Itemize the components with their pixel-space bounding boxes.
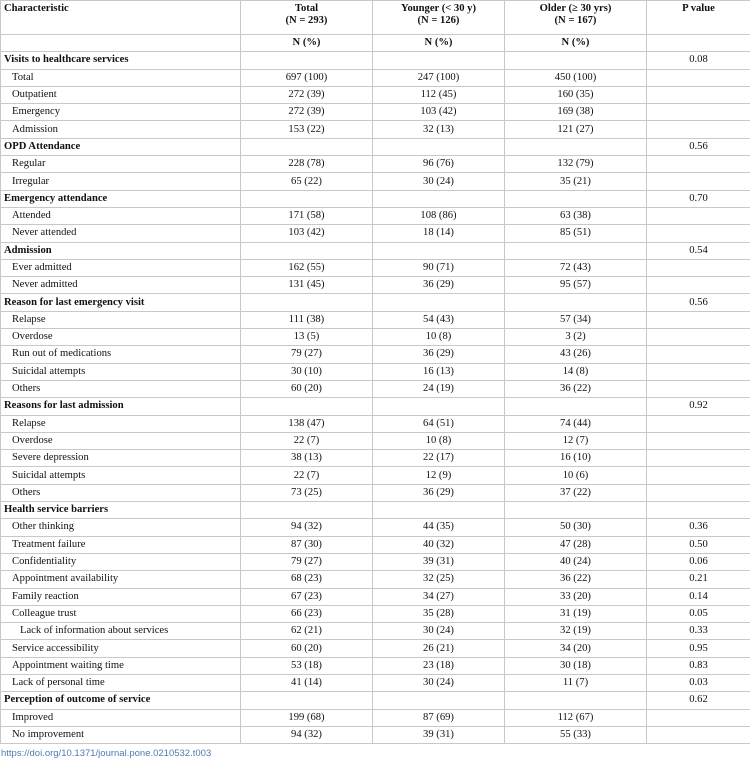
- table-row: [1, 553, 750, 570]
- cell-older: 11 (7): [505, 674, 647, 691]
- table-row: [1, 346, 750, 363]
- unit-total: N (%): [241, 35, 373, 52]
- cell-pvalue: 0.70: [647, 190, 750, 207]
- header-younger-line1: Younger (< 30 y): [401, 3, 476, 14]
- header-older-line1: Older (≥ 30 yrs): [539, 3, 612, 14]
- cell-total: 162 (55): [241, 259, 373, 276]
- cell-younger: [373, 242, 505, 259]
- cell-pvalue: [647, 467, 750, 484]
- table-row: [1, 588, 750, 605]
- cell-older: 10 (6): [505, 467, 647, 484]
- cell-total: 131 (45): [241, 277, 373, 294]
- cell-older: 30 (18): [505, 657, 647, 674]
- cell-younger: 87 (69): [373, 709, 505, 726]
- cell-pvalue: [647, 726, 750, 743]
- cell-pvalue: [647, 432, 750, 449]
- cell-pvalue: [647, 363, 750, 380]
- cell-younger: [373, 52, 505, 69]
- cell-total: 73 (25): [241, 484, 373, 501]
- row-label: Lack of information about services: [1, 623, 241, 640]
- cell-older: 112 (67): [505, 709, 647, 726]
- cell-pvalue: [647, 380, 750, 397]
- cell-older: 12 (7): [505, 432, 647, 449]
- cell-older: 34 (20): [505, 640, 647, 657]
- cell-pvalue: 0.36: [647, 519, 750, 536]
- cell-pvalue: [647, 502, 750, 519]
- cell-pvalue: 0.21: [647, 571, 750, 588]
- cell-older: [505, 398, 647, 415]
- cell-younger: [373, 294, 505, 311]
- cell-older: 35 (21): [505, 173, 647, 190]
- cell-pvalue: [647, 121, 750, 138]
- cell-older: [505, 52, 647, 69]
- table-row: [1, 709, 750, 726]
- cell-total: 30 (10): [241, 363, 373, 380]
- cell-total: 79 (27): [241, 553, 373, 570]
- table-row: [1, 623, 750, 640]
- row-label: Others: [1, 380, 241, 397]
- cell-older: 36 (22): [505, 380, 647, 397]
- table-row: [1, 86, 750, 103]
- row-label: Overdose: [1, 432, 241, 449]
- table-row: [1, 571, 750, 588]
- unit-older: N (%): [505, 35, 647, 52]
- row-label: Never admitted: [1, 277, 241, 294]
- header-total: [241, 1, 373, 35]
- row-label: Treatment failure: [1, 536, 241, 553]
- cell-younger: 30 (24): [373, 623, 505, 640]
- section-row: [1, 294, 750, 311]
- row-label: Attended: [1, 207, 241, 224]
- cell-pvalue: 0.56: [647, 294, 750, 311]
- cell-younger: [373, 692, 505, 709]
- section-row: [1, 52, 750, 69]
- cell-younger: 44 (35): [373, 519, 505, 536]
- table-row: [1, 726, 750, 743]
- cell-pvalue: [647, 415, 750, 432]
- cell-total: 272 (39): [241, 86, 373, 103]
- cell-older: 37 (22): [505, 484, 647, 501]
- row-label: Family reaction: [1, 588, 241, 605]
- cell-pvalue: 0.83: [647, 657, 750, 674]
- table-row: [1, 156, 750, 173]
- table-row: [1, 640, 750, 657]
- cell-older: [505, 242, 647, 259]
- table-row: [1, 450, 750, 467]
- cell-younger: 112 (45): [373, 86, 505, 103]
- cell-older: 85 (51): [505, 225, 647, 242]
- cell-younger: 23 (18): [373, 657, 505, 674]
- cell-younger: 54 (43): [373, 311, 505, 328]
- cell-younger: 16 (13): [373, 363, 505, 380]
- cell-older: 3 (2): [505, 329, 647, 346]
- cell-total: 697 (100): [241, 69, 373, 86]
- cell-older: 169 (38): [505, 104, 647, 121]
- row-label: Improved: [1, 709, 241, 726]
- cell-pvalue: 0.50: [647, 536, 750, 553]
- cell-pvalue: [647, 104, 750, 121]
- cell-older: [505, 138, 647, 155]
- row-label: Suicidal attempts: [1, 467, 241, 484]
- table-row: [1, 329, 750, 346]
- table-row: [1, 121, 750, 138]
- cell-pvalue: 0.14: [647, 588, 750, 605]
- header-total-line1: Total: [294, 3, 319, 14]
- cell-older: [505, 502, 647, 519]
- section-row: [1, 190, 750, 207]
- table-row: [1, 432, 750, 449]
- cell-younger: 35 (28): [373, 605, 505, 622]
- cell-pvalue: 0.33: [647, 623, 750, 640]
- table-row: [1, 674, 750, 691]
- cell-older: 43 (26): [505, 346, 647, 363]
- cell-younger: 30 (24): [373, 173, 505, 190]
- table-row: [1, 363, 750, 380]
- table-row: [1, 657, 750, 674]
- table-row: [1, 415, 750, 432]
- cell-total: 66 (23): [241, 605, 373, 622]
- header-pvalue: P value: [647, 1, 750, 35]
- header-older: [505, 1, 647, 35]
- cell-total: 60 (20): [241, 380, 373, 397]
- cell-older: 31 (19): [505, 605, 647, 622]
- table-row: [1, 536, 750, 553]
- cell-younger: 247 (100): [373, 69, 505, 86]
- row-label: Never attended: [1, 225, 241, 242]
- section-row: [1, 502, 750, 519]
- cell-total: 41 (14): [241, 674, 373, 691]
- cell-total: 228 (78): [241, 156, 373, 173]
- cell-younger: 34 (27): [373, 588, 505, 605]
- cell-younger: 24 (19): [373, 380, 505, 397]
- cell-older: 32 (19): [505, 623, 647, 640]
- table-row: [1, 104, 750, 121]
- table-row: [1, 173, 750, 190]
- cell-older: 55 (33): [505, 726, 647, 743]
- cell-total: 68 (23): [241, 571, 373, 588]
- cell-younger: 90 (71): [373, 259, 505, 276]
- cell-younger: [373, 190, 505, 207]
- row-label: Overdose: [1, 329, 241, 346]
- cell-older: 74 (44): [505, 415, 647, 432]
- cell-total: 79 (27): [241, 346, 373, 363]
- cell-younger: 39 (31): [373, 726, 505, 743]
- cell-total: 111 (38): [241, 311, 373, 328]
- doi-link[interactable]: https://doi.org/10.1371/journal.pone.0210532.t003: [1, 748, 212, 759]
- table-row: [1, 69, 750, 86]
- cell-total: [241, 190, 373, 207]
- cell-older: 14 (8): [505, 363, 647, 380]
- cell-total: 65 (22): [241, 173, 373, 190]
- cell-older: 16 (10): [505, 450, 647, 467]
- cell-older: 50 (30): [505, 519, 647, 536]
- table-row: [1, 484, 750, 501]
- cell-pvalue: [647, 156, 750, 173]
- section-row: [1, 242, 750, 259]
- cell-pvalue: [647, 484, 750, 501]
- row-label: Regular: [1, 156, 241, 173]
- cell-total: [241, 52, 373, 69]
- cell-pvalue: 0.03: [647, 674, 750, 691]
- row-label: Severe depression: [1, 450, 241, 467]
- cell-younger: 36 (29): [373, 277, 505, 294]
- table-row: [1, 311, 750, 328]
- cell-pvalue: 0.56: [647, 138, 750, 155]
- cell-total: [241, 242, 373, 259]
- row-label: Reasons for last admission: [1, 398, 241, 415]
- cell-pvalue: [647, 173, 750, 190]
- row-label: Suicidal attempts: [1, 363, 241, 380]
- row-label: Visits to healthcare services: [1, 52, 241, 69]
- row-label: Perception of outcome of service: [1, 692, 241, 709]
- row-label: Lack of personal time: [1, 674, 241, 691]
- cell-younger: 10 (8): [373, 432, 505, 449]
- section-row: [1, 398, 750, 415]
- cell-younger: 39 (31): [373, 553, 505, 570]
- row-label: Relapse: [1, 415, 241, 432]
- cell-pvalue: [647, 207, 750, 224]
- cell-total: [241, 692, 373, 709]
- row-label: No improvement: [1, 726, 241, 743]
- cell-younger: [373, 138, 505, 155]
- header-row: [1, 1, 750, 35]
- cell-total: 153 (22): [241, 121, 373, 138]
- cell-pvalue: 0.06: [647, 553, 750, 570]
- cell-total: 171 (58): [241, 207, 373, 224]
- cell-total: 103 (42): [241, 225, 373, 242]
- table-row: [1, 519, 750, 536]
- row-label: Colleague trust: [1, 605, 241, 622]
- cell-total: 94 (32): [241, 519, 373, 536]
- cell-younger: 18 (14): [373, 225, 505, 242]
- table-row: [1, 277, 750, 294]
- cell-total: 138 (47): [241, 415, 373, 432]
- cell-total: 60 (20): [241, 640, 373, 657]
- unit-row: [1, 35, 750, 52]
- cell-younger: 103 (42): [373, 104, 505, 121]
- row-label: Outpatient: [1, 86, 241, 103]
- cell-older: 160 (35): [505, 86, 647, 103]
- cell-younger: [373, 398, 505, 415]
- cell-total: 38 (13): [241, 450, 373, 467]
- unit-younger: N (%): [373, 35, 505, 52]
- cell-younger: 40 (32): [373, 536, 505, 553]
- cell-total: 199 (68): [241, 709, 373, 726]
- table-row: [1, 259, 750, 276]
- cell-younger: 36 (29): [373, 484, 505, 501]
- table-row: [1, 225, 750, 242]
- cell-pvalue: [647, 225, 750, 242]
- row-label: Appointment waiting time: [1, 657, 241, 674]
- cell-total: 62 (21): [241, 623, 373, 640]
- unit-empty: [1, 35, 241, 52]
- cell-total: 22 (7): [241, 467, 373, 484]
- cell-older: [505, 294, 647, 311]
- cell-older: 47 (28): [505, 536, 647, 553]
- header-characteristic: Characteristic: [1, 1, 241, 35]
- cell-older: 132 (79): [505, 156, 647, 173]
- header-total-line2: (N = 293): [285, 15, 328, 26]
- cell-pvalue: [647, 329, 750, 346]
- cell-older: [505, 692, 647, 709]
- row-label: Service accessibility: [1, 640, 241, 657]
- cell-younger: 32 (13): [373, 121, 505, 138]
- cell-younger: 32 (25): [373, 571, 505, 588]
- row-label: Other thinking: [1, 519, 241, 536]
- cell-pvalue: 0.05: [647, 605, 750, 622]
- cell-total: [241, 294, 373, 311]
- cell-pvalue: [647, 277, 750, 294]
- row-label: Ever admitted: [1, 259, 241, 276]
- row-label: Relapse: [1, 311, 241, 328]
- cell-total: [241, 502, 373, 519]
- cell-pvalue: [647, 259, 750, 276]
- cell-pvalue: 0.08: [647, 52, 750, 69]
- row-label: Emergency: [1, 104, 241, 121]
- section-row: [1, 692, 750, 709]
- cell-younger: 12 (9): [373, 467, 505, 484]
- cell-pvalue: [647, 311, 750, 328]
- row-label: Others: [1, 484, 241, 501]
- section-row: [1, 138, 750, 155]
- row-label: Appointment availability: [1, 571, 241, 588]
- cell-pvalue: [647, 86, 750, 103]
- cell-pvalue: [647, 450, 750, 467]
- row-label: Admission: [1, 121, 241, 138]
- header-younger: [373, 1, 505, 35]
- table-row: [1, 380, 750, 397]
- cell-older: 95 (57): [505, 277, 647, 294]
- cell-total: 22 (7): [241, 432, 373, 449]
- cell-older: 40 (24): [505, 553, 647, 570]
- cell-pvalue: [647, 709, 750, 726]
- cell-younger: 64 (51): [373, 415, 505, 432]
- cell-pvalue: 0.62: [647, 692, 750, 709]
- cell-younger: 10 (8): [373, 329, 505, 346]
- row-label: Admission: [1, 242, 241, 259]
- row-label: Irregular: [1, 173, 241, 190]
- cell-total: 13 (5): [241, 329, 373, 346]
- cell-younger: 96 (76): [373, 156, 505, 173]
- cell-total: 87 (30): [241, 536, 373, 553]
- cell-total: 67 (23): [241, 588, 373, 605]
- header-older-line2: (N = 167): [554, 15, 597, 26]
- unit-pvalue-empty: [647, 35, 750, 52]
- cell-older: 72 (43): [505, 259, 647, 276]
- cell-total: 94 (32): [241, 726, 373, 743]
- cell-older: 450 (100): [505, 69, 647, 86]
- cell-older: [505, 190, 647, 207]
- cell-pvalue: 0.95: [647, 640, 750, 657]
- cell-older: 33 (20): [505, 588, 647, 605]
- header-younger-line2: (N = 126): [417, 15, 460, 26]
- cell-younger: [373, 502, 505, 519]
- row-label: Confidentiality: [1, 553, 241, 570]
- cell-total: 272 (39): [241, 104, 373, 121]
- cell-younger: 26 (21): [373, 640, 505, 657]
- table-row: [1, 207, 750, 224]
- cell-total: 53 (18): [241, 657, 373, 674]
- row-label: OPD Attendance: [1, 138, 241, 155]
- row-label: Health service barriers: [1, 502, 241, 519]
- cell-older: 57 (34): [505, 311, 647, 328]
- cell-younger: 30 (24): [373, 674, 505, 691]
- table-row: [1, 605, 750, 622]
- cell-pvalue: [647, 69, 750, 86]
- cell-pvalue: 0.92: [647, 398, 750, 415]
- table-body: [1, 52, 750, 744]
- row-label: Run out of medications: [1, 346, 241, 363]
- cell-total: [241, 398, 373, 415]
- row-label: Emergency attendance: [1, 190, 241, 207]
- cell-younger: 36 (29): [373, 346, 505, 363]
- cell-total: [241, 138, 373, 155]
- cell-pvalue: 0.54: [647, 242, 750, 259]
- row-label: Total: [1, 69, 241, 86]
- cell-older: 63 (38): [505, 207, 647, 224]
- cell-pvalue: [647, 346, 750, 363]
- table-row: [1, 467, 750, 484]
- cell-older: 121 (27): [505, 121, 647, 138]
- cell-older: 36 (22): [505, 571, 647, 588]
- cell-younger: 108 (86): [373, 207, 505, 224]
- cell-younger: 22 (17): [373, 450, 505, 467]
- row-label: Reason for last emergency visit: [1, 294, 241, 311]
